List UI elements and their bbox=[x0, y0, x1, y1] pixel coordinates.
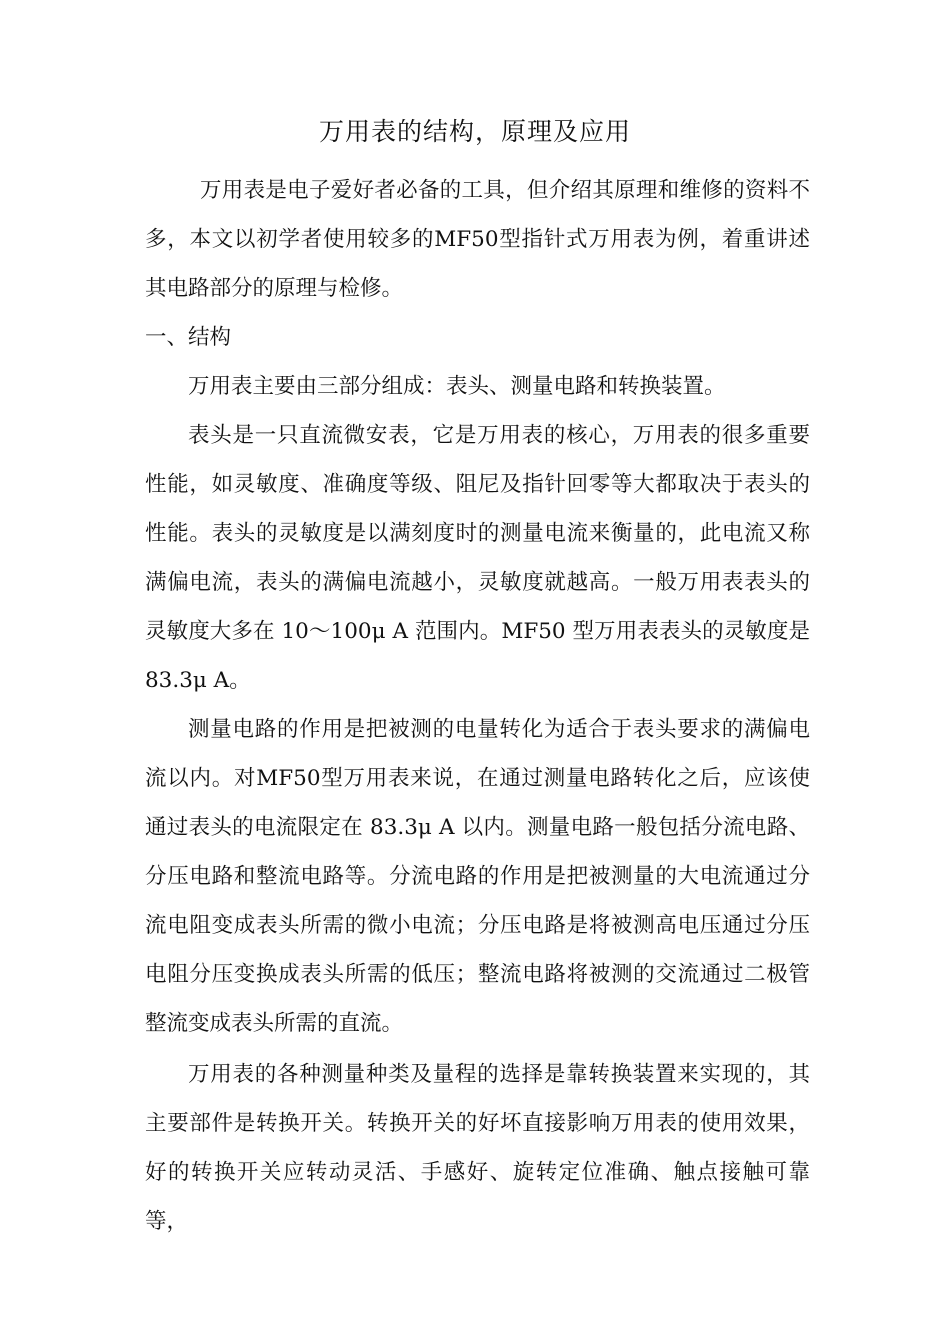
document-title: 万用表的结构，原理及应用 bbox=[318, 117, 631, 146]
switch-paragraph: 万用表的各种测量种类及量程的选择是靠转换装置来实现的，其主要部件是转换开关。转换开关的好坏直接影响万用表的使用效果，好的转换开关应转动灵活、手感好、旋转定位准确、触点接触可靠等， bbox=[145, 1062, 810, 1234]
measuring-circuit-paragraph: 测量电路的作用是把被测的电量转化为适合于表头要求的满偏电流以内。对MF50型万用表来说，在通过测量电路转化之后，应该使通过表头的电流限定在 83.3μ A 以内。测量电路一般包括分流电路、分压电路和整流电路等。分流电路的作用是把被测量的大电流通过分流电阻变成表头所需的微小电流；分压电路是将被测高电压通过分压电阻分压变换成表头所需的低压；整流电路将被测的交流通过二极管整流变成表头所需的直流。 bbox=[145, 717, 810, 1036]
intro-paragraph: 万用表是电子爱好者必备的工具，但介绍其原理和维修的资料不多，本文以初学者使用较多的MF50型指针式万用表为例，着重讲述其电路部分的原理与检修。 bbox=[145, 178, 810, 301]
section-heading: 一、结构 bbox=[145, 325, 232, 350]
components-paragraph: 万用表主要由三部分组成：表头、测量电路和转换装置。 bbox=[188, 374, 726, 399]
meter-head-paragraph: 表头是一只直流微安表，它是万用表的核心，万用表的很多重要性能，如灵敏度、准确度等级、阻尼及指针回零等大都取决于表头的性能。表头的灵敏度是以满刻度时的测量电流来衡量的，此电流又称满偏电流，表头的满偏电流越小，灵敏度就越高。一般万用表表头的灵敏度大多在 10～100μ A 范围内。MF50 型万用表表头的灵敏度是 83.3μ A。 bbox=[145, 423, 810, 693]
